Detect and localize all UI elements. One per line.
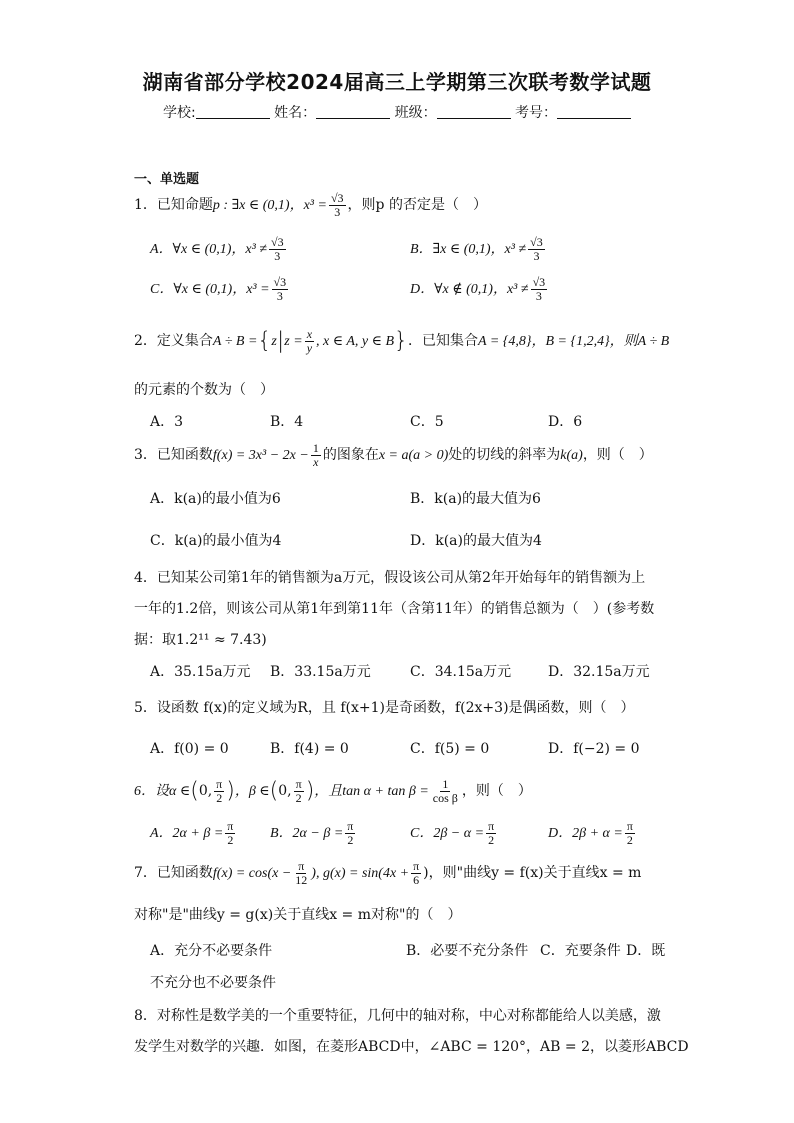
q6-option-c[interactable]: C．2β − α = $\frac{\pi}{2}$ (410, 819, 495, 847)
q3-option-c[interactable]: C．k(a)的最小值为4 (150, 533, 282, 549)
q3-option-a[interactable]: A．k(a)的最小值为6 (150, 491, 281, 507)
q1-option-a[interactable]: A．∀x ∈ (0,1)，x³ ≠ $\frac{√3}{3}$ (150, 235, 284, 263)
q3-option-b[interactable]: B．k(a)的最大值为6 (410, 491, 541, 507)
q3-option-d[interactable]: D．k(a)的最大值为4 (410, 533, 542, 549)
q1-option-b[interactable]: B．∃x ∈ (0,1)，x³ ≠ $\frac{√3}{3}$ (410, 235, 543, 263)
q2-stem-c: ，则A ÷ B (609, 334, 670, 350)
q4-option-d[interactable]: D．32.15a万元 (548, 664, 650, 680)
question-3-stem (134, 442, 653, 468)
exam-no-label: 考号： (515, 105, 558, 121)
q2-option-b[interactable]: B．4 (270, 414, 304, 430)
q3-cond: x = a(a > 0) (378, 448, 449, 464)
student-info-line (0, 102, 794, 122)
q4-option-c[interactable]: C．34.15a万元 (410, 664, 512, 680)
q2-option-a[interactable]: A．3 (150, 414, 184, 430)
question-7-stem: 7．已知函数f(x) = cos(x − $\frac{\pi}{12}$ ), g(x) = sin(4x + $\frac{\pi}{6}$ )，则"曲线y = f(x)关于直线x = m (134, 859, 642, 887)
q7-f: f(x) = cos(x − (212, 866, 292, 882)
q7-g: ), g(x) = sin(4x + (311, 866, 410, 882)
q1-stem-a: 1．已知命题 (134, 197, 213, 214)
q2-line2: 的元素的个数为（ ） (134, 382, 274, 398)
q3-stem-b: 的图象在 (322, 447, 379, 464)
q4-line3: 据：取1.2¹¹ ≈ 7.43) (134, 632, 267, 648)
q1-fraction: $\frac{√3}{3}$ (330, 191, 344, 219)
q2-fraction: $\frac{x}{y}$ (306, 327, 313, 355)
exam-no-blank[interactable] (557, 104, 631, 119)
q2-sets: A = {4,8}，B = {1,2,4} (478, 334, 610, 350)
q8-line2: 发学生对数学的兴趣．如图，在菱形ABCD中，∠ABC = 120°，AB = 2，以菱形ABCD (134, 1039, 689, 1055)
q2-stem-a: 2．定义集合 (134, 333, 213, 350)
q3-func: f(x) = 3x³ − 2x − (212, 448, 309, 464)
q4-option-a[interactable]: A．35.15a万元 (150, 664, 251, 680)
q2-set-def-b: z (271, 334, 277, 350)
name-blank[interactable] (316, 104, 390, 119)
q2-option-d[interactable]: D．6 (548, 414, 583, 430)
q6-stem-a: 6．设α ∈ (134, 784, 191, 800)
q5-option-c[interactable]: C．f(5) = 0 (410, 741, 490, 757)
q6-stem-b: ，β ∈ (234, 784, 270, 800)
q7-option-a[interactable]: A．充分不必要条件 (150, 943, 273, 959)
q3-stem-d: ，则（ ） (582, 447, 653, 464)
q7-option-d[interactable]: D．既 (626, 943, 666, 959)
q2-set-def-a: A ÷ B = (212, 334, 258, 350)
q6-option-b[interactable]: B．2α − β = $\frac{\pi}{2}$ (270, 819, 354, 847)
q2-option-c[interactable]: C．5 (410, 414, 444, 430)
q1-option-d[interactable]: D．∀x ∉ (0,1)，x³ ≠ $\frac{√3}{3}$ (410, 275, 546, 303)
q7-line2: 对称"是"曲线y = g(x)关于直线x = m对称"的（ ） (134, 907, 462, 923)
q3-stem-c: 处的切线的斜率为 (448, 447, 561, 464)
q4-option-b[interactable]: B．33.15a万元 (270, 664, 371, 680)
question-5-stem: 5．设函数 f(x)的定义域为R，且 f(x+1)是奇函数，f(2x+3)是偶函数，则（ ） (134, 700, 635, 716)
q3-stem-a: 3．已知函数 (134, 447, 213, 464)
q7-option-c[interactable]: C．充要条件 (540, 943, 621, 959)
class-label: 班级： (394, 105, 437, 121)
q6-stem-c: ，且tan α + tan β = (314, 784, 429, 800)
q7-stem-b: )，则"曲线y = f(x)关于直线x = m (423, 865, 642, 882)
section-heading: 一、单选题 (134, 172, 200, 187)
q1-option-c[interactable]: C．∀x ∈ (0,1)，x³ = $\frac{√3}{3}$ (150, 275, 287, 303)
q7-option-d-cont: 不充分也不必要条件 (150, 975, 276, 991)
q3-k: k(a) (560, 448, 583, 464)
q7-stem-a: 7．已知函数 (134, 865, 213, 882)
q1-stem-c: ，则p 的否定是（ ） (347, 197, 487, 214)
school-blank[interactable] (196, 104, 270, 119)
q2-stem-b: ．已知集合 (408, 333, 479, 350)
question-2-stem: 2．定义集合A ÷ B ={z|z = $\frac{x}{y}$ , x ∈ A, y ∈ B}．已知集合A = {4,8}，B = {1,2,4}，则A ÷ B (134, 327, 670, 355)
q4-line1: 4．已知某公司第1年的销售额为a万元，假设该公司从第2年开始每年的销售额为上 (134, 570, 646, 586)
question-1-stem (134, 192, 487, 218)
q7-option-b[interactable]: B．必要不充分条件 (406, 943, 529, 959)
q2-set-def-c: z = (284, 334, 303, 350)
q4-line2: 一年的1.2倍，则该公司从第1年到第11年（含第11年）的销售总额为（ ）(参考数 (134, 601, 655, 617)
q3-fraction: $\frac{1}{x}$ (312, 441, 319, 469)
q5-option-a[interactable]: A．f(0) = 0 (150, 741, 229, 757)
page-title: 湖南省部分学校2024届高三上学期第三次联考数学试题 (142, 70, 652, 94)
q2-set-def-d: , x ∈ A, y ∈ B (316, 334, 395, 350)
question-6-stem: 6．设α ∈(0, $\frac{\pi}{2}$ )，β ∈(0, $\frac{\pi}{2}$ )，且tan α + tan β = $\frac{1}{\text{cos β}}$ ，则（ ） (134, 777, 532, 805)
name-label: 姓名： (274, 105, 317, 121)
q5-option-b[interactable]: B．f(4) = 0 (270, 741, 349, 757)
q6-fraction-2: $\frac{1}{\text{cos β}}$ (432, 777, 458, 805)
q6-option-a[interactable]: A．2α + β = $\frac{\pi}{2}$ (150, 819, 234, 847)
q8-line1: 8．对称性是数学美的一个重要特征，几何中的轴对称，中心对称都能给人以美感，激 (134, 1008, 661, 1024)
q1-stem-b: p : ∃x ∈ (0,1)，x³ = (212, 198, 327, 214)
class-blank[interactable] (437, 104, 511, 119)
q6-stem-d: ，则（ ） (461, 783, 532, 800)
q5-option-d[interactable]: D．f(−2) = 0 (548, 741, 640, 757)
school-label: 学校: (162, 105, 196, 121)
q6-option-d[interactable]: D．2β + α = $\frac{\pi}{2}$ (548, 819, 633, 847)
